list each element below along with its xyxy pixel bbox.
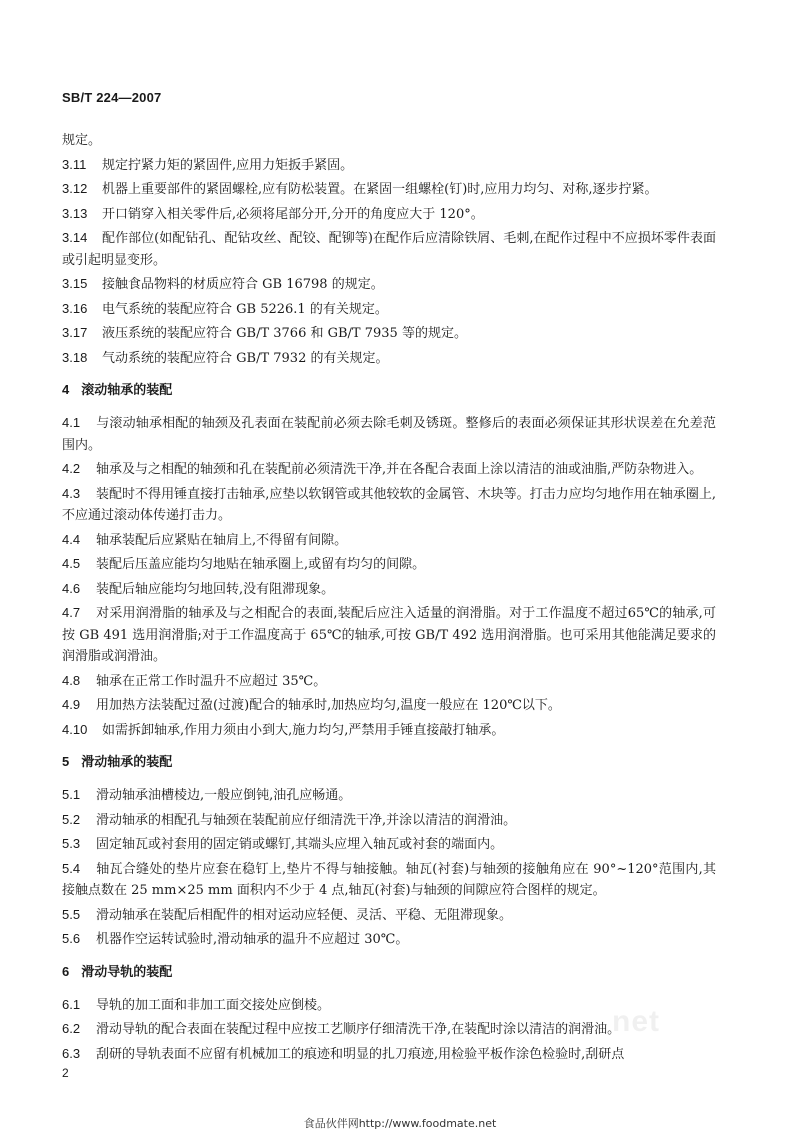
clause-text: 滑动轴承的相配孔与轴颈在装配前应仔细清洗干净,并涂以清洁的润滑油。	[96, 812, 517, 828]
clause	[62, 809, 716, 832]
clause-number: 6.2	[62, 1021, 81, 1036]
clause-number: 4.9	[62, 697, 81, 712]
watermark: net	[612, 1005, 660, 1038]
clause	[62, 322, 716, 345]
clause-number: 3.13	[62, 205, 88, 221]
clause-text: 开口销穿入相关零件后,必须将尾部分开,分开的角度应大于 120°。	[102, 206, 484, 222]
clause	[62, 347, 716, 370]
clause	[62, 298, 716, 321]
section-4-number: 4	[62, 382, 70, 397]
clause-number: 5.3	[62, 836, 81, 851]
clause-number: 5.1	[62, 787, 81, 802]
clause-number: 4.7	[62, 605, 81, 620]
clause-text: 滑动导轨的配合表面在装配过程中应按工艺顺序仔细清洗干净,在装配时涂以清洁的润滑油。	[96, 1022, 621, 1037]
clause-text: 滑动轴承油槽棱边,一般应倒钝,油孔应畅通。	[96, 788, 352, 803]
clause-number: 4.2	[62, 461, 81, 476]
clause	[62, 578, 716, 601]
clause-number: 6.1	[62, 996, 81, 1012]
clause-text: 轴承及与之相配的轴颈和孔在装配前必须清洗干净,并在各配合表面上涂以清洁的油或油脂,严防杂物进入。	[96, 462, 703, 477]
clause-number: 4.3	[62, 485, 81, 501]
clause-text: 接触食品物料的材质应符合 GB 16798 的规定。	[102, 277, 384, 292]
clause-text: 轴承在正常工作时温升不应超过 35℃。	[96, 673, 327, 689]
clause-number: 3.12	[62, 181, 88, 196]
clause-text: 导轨的加工面和非加工面交接处应倒棱。	[96, 997, 331, 1013]
section-4-clauses	[62, 412, 716, 741]
clause	[62, 833, 716, 856]
section-5-clauses	[62, 784, 716, 951]
clause	[62, 412, 716, 456]
clause	[62, 553, 716, 576]
clause-number: 3.14	[62, 230, 88, 245]
clause	[62, 178, 716, 201]
clause-number: 5.4	[62, 860, 81, 876]
clause-number: 4.1	[62, 415, 81, 430]
document-body	[62, 130, 716, 1067]
clause-number: 3.15	[62, 276, 88, 291]
section-4-heading	[62, 379, 716, 402]
section-6-number: 6	[62, 963, 70, 979]
clause-number: 4.4	[62, 531, 81, 547]
clause-number: 5.2	[62, 811, 81, 827]
section-5-number: 5	[62, 754, 70, 769]
intro-text: 规定。	[62, 133, 102, 148]
clause-text: 轴瓦合缝处的垫片应套在稳钉上,垫片不得与轴接触。轴瓦(衬套)与轴颈的接触角应在 90°~120°范围内,其接触点数在 25 mm×25 mm 面积内不少于 4 点,轴瓦(衬套)与轴颈的间隙应符合图样的规定。	[62, 861, 716, 898]
clause	[62, 858, 716, 902]
clause	[62, 154, 716, 177]
clause	[62, 928, 716, 951]
section-5-title: 滑动轴承的装配	[81, 755, 173, 770]
section-5-heading	[62, 751, 716, 774]
clause-text: 刮研的导轨表面不应留有机械加工的痕迹和明显的扎刀痕迹,用检验平板作涂色检验时,刮研点	[96, 1046, 625, 1062]
clause-text: 装配时不得用锤直接打击轴承,应垫以软钢管或其他较软的金属管、木块等。打击力应均匀地作用在轴承圈上,不应通过滚动体传递打击力。	[62, 486, 716, 523]
clause-text: 气动系统的装配应符合 GB/T 7932 的有关规定。	[102, 350, 389, 366]
clause	[62, 458, 716, 481]
clause-text: 电气系统的装配应符合 GB 5226.1 的有关规定。	[102, 301, 388, 317]
clause-text: 液压系统的装配应符合 GB/T 3766 和 GB/T 7935 等的规定。	[102, 326, 467, 341]
clause-text: 滑动轴承在装配后相配件的相对运动应轻便、灵活、平稳、无阻滞现象。	[96, 907, 513, 923]
clause	[62, 719, 716, 742]
clause	[62, 203, 716, 226]
clause	[62, 784, 716, 807]
clause-text: 用加热方法装配过盈(过渡)配合的轴承时,加热应均匀,温度一般应在 120℃以下。	[96, 698, 561, 713]
clause	[62, 529, 716, 552]
clause-number: 3.18	[62, 349, 88, 365]
clause-text: 规定拧紧力矩的紧固件,应用力矩扳手紧固。	[102, 157, 354, 173]
clause	[62, 904, 716, 927]
clause-text: 机器上重要部件的紧固螺栓,应有防松装置。在紧固一组螺栓(钉)时,应用力均匀、对称,逐步拧紧。	[102, 182, 658, 197]
section-6-title: 滑动导轨的装配	[81, 964, 173, 980]
clause-text: 如需拆卸轴承,作用力须由小到大,施力均匀,严禁用手锤直接敲打轴承。	[102, 722, 505, 738]
clause-text: 固定轴瓦或衬套用的固定销或螺钉,其端头应埋入轴瓦或衬套的端面内。	[96, 837, 504, 852]
clause-text: 对采用润滑脂的轴承及与之相配合的表面,装配后应注入适量的润滑脂。对于工作温度不超过65℃的轴承,可按 GB 491 选用润滑脂;对于工作温度高于 65℃的轴承,可按 GB/T 492 选用润滑脂。也可采用其他能满足要求的润滑脂或润滑油。	[62, 606, 716, 664]
clause	[62, 483, 716, 527]
clause-number: 4.6	[62, 580, 81, 596]
clause	[62, 1043, 716, 1066]
clause-text: 与滚动轴承相配的轴颈及孔表面在装配前必须去除毛刺及锈斑。整修后的表面必须保证其形状误差在允差范围内。	[62, 416, 716, 453]
clause-text: 装配后压盖应能均匀地贴在轴承圈上,或留有均匀的间隙。	[96, 557, 426, 572]
clause	[62, 273, 716, 296]
clause-number: 3.11	[62, 156, 87, 172]
clause	[62, 227, 716, 271]
clause-text: 配作部位(如配钻孔、配钻攻丝、配铰、配铆等)在配作后应清除铁屑、毛刺,在配作过程中不应损坏零件表面或引起明显变形。	[62, 231, 716, 268]
section-6-heading	[62, 961, 716, 984]
footer-site-text: 食品伙伴网http://www.foodmate.net	[303, 1117, 497, 1130]
clause-number: 4.10	[62, 721, 88, 737]
clause	[62, 670, 716, 693]
clause-number: 3.16	[62, 300, 88, 316]
clause-text: 装配后轴应能均匀地回转,没有阻滞现象。	[96, 581, 335, 597]
clause-text: 机器作空运转试验时,滑动轴承的温升不应超过 30℃。	[96, 932, 409, 947]
section-4-title: 滚动轴承的装配	[81, 383, 173, 398]
clause-text: 轴承装配后应紧贴在轴肩上,不得留有间隙。	[96, 532, 348, 548]
clause-number: 4.5	[62, 556, 81, 571]
clause-number: 3.17	[62, 325, 88, 340]
clause	[62, 602, 716, 668]
clause	[62, 694, 716, 717]
section-3-clauses	[62, 154, 716, 370]
clause-number: 5.5	[62, 906, 81, 922]
document-code: SB/T 224—2007	[62, 90, 162, 105]
clause-number: 4.8	[62, 672, 81, 688]
clause-number: 6.3	[62, 1045, 81, 1061]
clause-number: 5.6	[62, 931, 81, 946]
page-number: 2	[62, 1066, 69, 1080]
